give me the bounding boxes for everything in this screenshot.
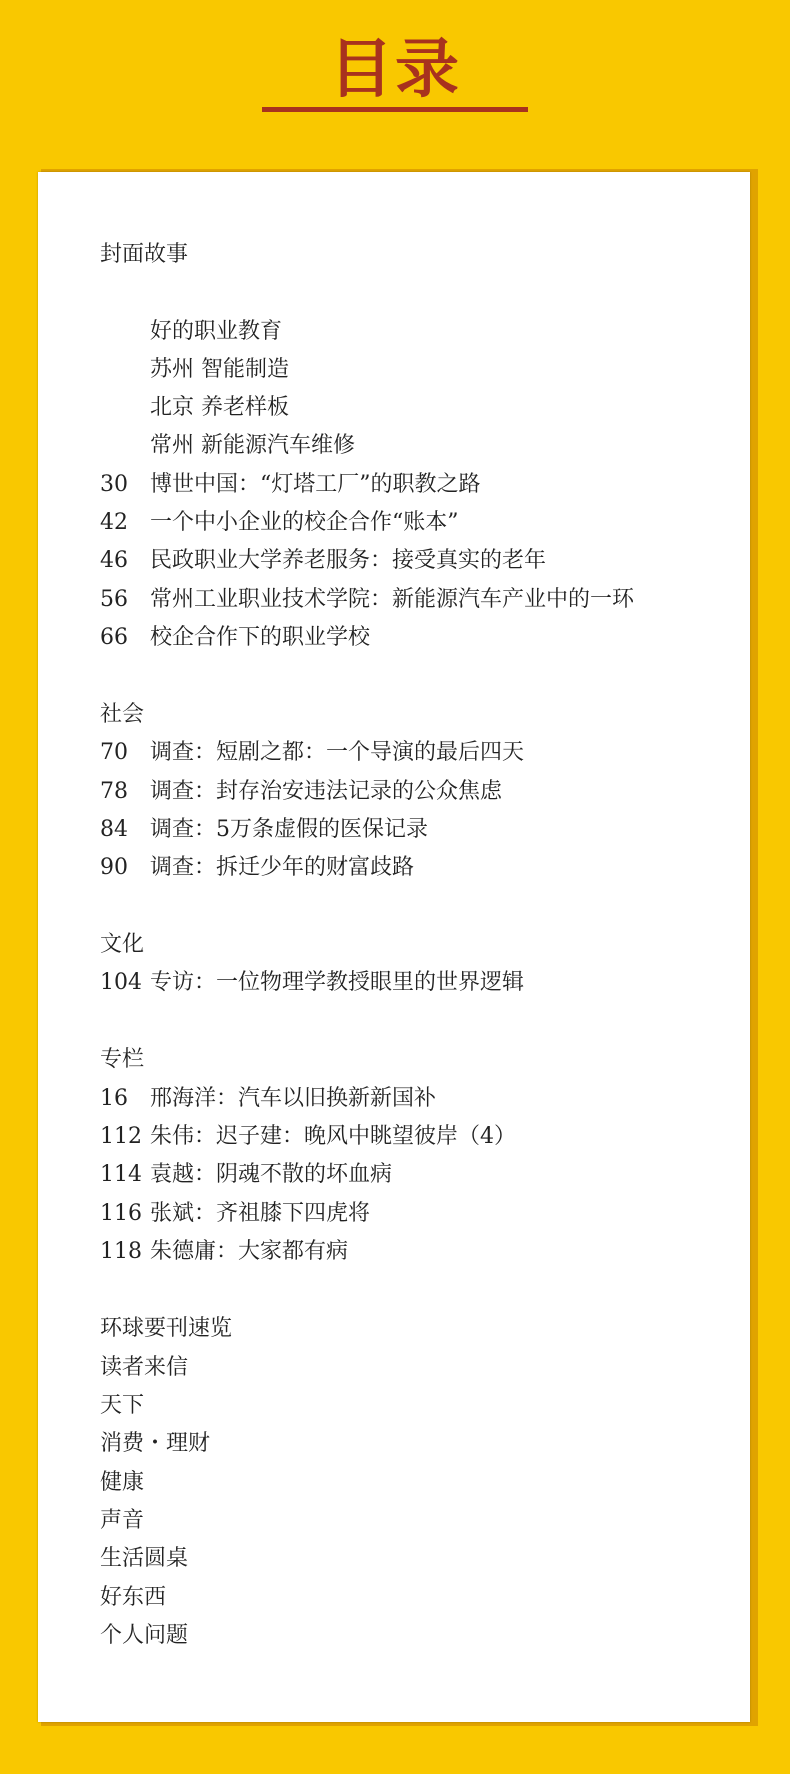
entry-title: 朱伟：迟子建：晚风中眺望彼岸（4） [150,1124,516,1149]
toc-entry[interactable] [100,849,414,887]
page-number: 78 [100,779,128,804]
toc-entry[interactable] [100,581,634,619]
entry-title: 民政职业大学养老服务：接受真实的老年 [150,548,547,573]
page-number: 56 [100,587,128,612]
regular-section-item[interactable]: 消费・理财 [100,1431,211,1456]
page-number: 84 [100,817,128,842]
entry-title: 袁越：阴魂不散的坏血病 [150,1162,393,1187]
entry-title: 调查：封存治安违法记录的公众焦虑 [150,779,503,804]
toc-entry[interactable] [100,504,459,542]
regular-section-item[interactable]: 声音 [100,1508,145,1533]
cover-sub-item: 苏州 智能制造 [150,357,289,382]
page-number: 16 [100,1086,128,1111]
toc-entry[interactable] [100,773,502,811]
regular-section-item[interactable]: 好东西 [100,1585,167,1610]
entry-title: 张斌：齐祖膝下四虎将 [150,1201,371,1226]
toc-entry[interactable] [100,619,370,657]
toc-entry[interactable] [100,1156,392,1194]
regular-section-item[interactable]: 环球要刊速览 [100,1316,233,1341]
cover-sub-item: 好的职业教育 [150,319,283,344]
toc-entry[interactable] [100,1118,516,1156]
page-number: 114 [100,1162,142,1187]
entry-title: 调查：5万条虚假的医保记录 [150,817,428,842]
cover-sub-item: 常州 新能源汽车维修 [150,433,355,458]
toc-entry[interactable] [100,1080,436,1118]
entry-title: 校企合作下的职业学校 [150,625,371,650]
regular-section-item[interactable]: 健康 [100,1470,145,1495]
entry-title: 博世中国：“灯塔工厂”的职教之路 [150,472,481,497]
regular-section-item[interactable]: 读者来信 [100,1355,189,1380]
regular-section-item[interactable]: 生活圆桌 [100,1546,189,1571]
toc-card [38,172,750,1722]
page-number: 66 [100,625,128,650]
page-number: 104 [100,970,142,995]
page-number: 30 [100,472,128,497]
entry-title: 一个中小企业的校企合作“账本” [150,510,459,535]
toc-entry[interactable] [100,811,428,849]
page-number: 118 [100,1239,142,1264]
toc-entry[interactable] [100,466,481,504]
page-number: 46 [100,548,128,573]
section-heading-cover-story: 封面故事 [100,242,189,267]
toc-entry[interactable] [100,542,546,580]
section-heading-culture: 文化 [100,932,145,957]
entry-title: 专访：一位物理学教授眼里的世界逻辑 [150,970,525,995]
page-number: 42 [100,510,128,535]
page-number: 112 [100,1124,142,1149]
page-number: 70 [100,740,128,765]
regular-section-item[interactable]: 个人问题 [100,1623,189,1648]
section-heading-society: 社会 [100,702,145,727]
toc-entry[interactable] [100,734,524,772]
entry-title: 调查：短剧之都：一个导演的最后四天 [150,740,525,765]
entry-title: 调查：拆迁少年的财富歧路 [150,855,415,880]
title-underline [262,107,528,112]
cover-sub-item: 北京 养老样板 [150,395,289,420]
toc-entry[interactable] [100,1233,348,1271]
toc-entry[interactable] [100,1195,370,1233]
page-number: 116 [100,1201,142,1226]
entry-title: 常州工业职业技术学院：新能源汽车产业中的一环 [150,587,635,612]
entry-title: 朱德庸：大家都有病 [150,1239,349,1264]
regular-section-item[interactable]: 天下 [100,1393,145,1418]
entry-title: 邢海洋：汽车以旧换新新国补 [150,1086,437,1111]
section-heading-columns: 专栏 [100,1047,145,1072]
page-title: 目录 [329,33,461,107]
toc-entry[interactable] [100,964,524,1002]
page-number: 90 [100,855,128,880]
